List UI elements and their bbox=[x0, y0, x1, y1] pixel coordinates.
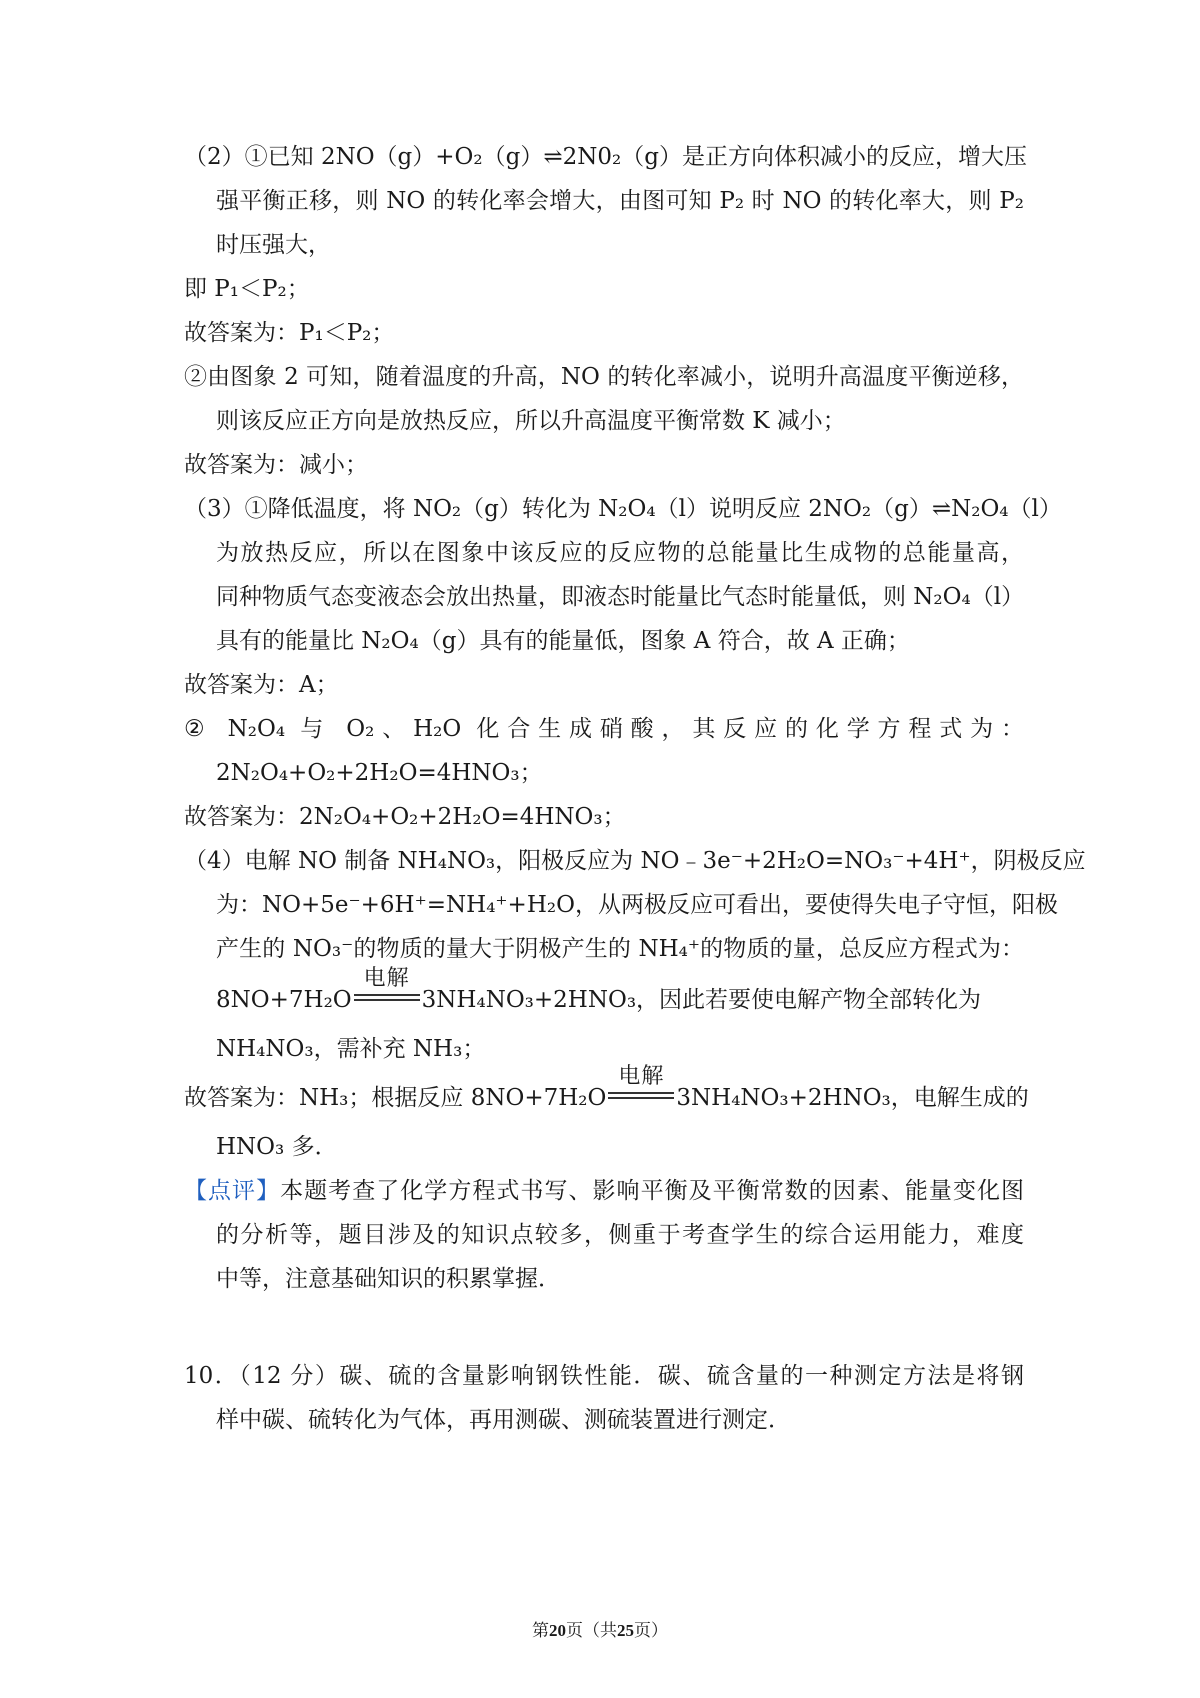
text-line: 中等，注意基础知识的积累掌握． bbox=[216, 1266, 561, 1292]
text-line: ② N₂O₄ 与 O₂、H₂O 化合生成硝酸，其反应的化学方程式为： bbox=[184, 716, 1024, 742]
text-line: 即 P₁＜P₂； bbox=[184, 276, 310, 302]
text-line: 则该反应正方向是放热反应，所以升高温度平衡常数 K 减小； bbox=[216, 408, 846, 434]
footer-suffix: 页） bbox=[634, 1621, 668, 1641]
comment-line bbox=[184, 1175, 1024, 1207]
comment-label: 【点评】 bbox=[184, 1178, 281, 1204]
text-line: 产生的 NO₃⁻的物质的量大于阴极产生的 NH₄⁺的物质的量，总反应方程式为： bbox=[216, 936, 1024, 962]
text-line: 同种物质气态变液态会放出热量，即液态时能量比气态时能量低，则 N₂O₄（l） bbox=[216, 584, 1025, 610]
footer-page-number: 20 bbox=[549, 1621, 566, 1640]
text-line: NH₄NO₃，需补充 NH₃； bbox=[216, 1036, 486, 1062]
text-line: （3）①降低温度，将 NO₂（g）转化为 N₂O₄（l）说明反应 2NO₂（g）⇌N₂O₄（l） bbox=[184, 496, 1062, 522]
answer-prefix: 故答案为：NH₃；根据反应 8NO+7H₂O bbox=[184, 1085, 607, 1111]
footer-mid: 页（共 bbox=[566, 1621, 617, 1641]
arrow-condition-label: 电解 bbox=[618, 1064, 665, 1089]
footer-total-pages: 25 bbox=[617, 1621, 634, 1640]
text-line: 故答案为：减小； bbox=[184, 452, 368, 478]
text-line: 为：NO+5e⁻+6H⁺=NH₄⁺+H₂O，从两极反应可看出，要使得失电子守恒，阳极 bbox=[216, 892, 1058, 918]
text-line: 故答案为：A； bbox=[184, 672, 339, 698]
text-line: 故答案为：P₁＜P₂； bbox=[184, 320, 395, 346]
text-line: 的分析等，题目涉及的知识点较多，侧重于考查学生的综合运用能力，难度 bbox=[216, 1222, 1024, 1248]
equation-reactants: 8NO+7H₂O bbox=[216, 987, 352, 1013]
arrow-condition-label: 电解 bbox=[363, 966, 410, 991]
text-line: （2）①已知 2NO（g）+O₂（g）⇌2N0₂（g）是正方向体积减小的反应，增大压 bbox=[184, 144, 1027, 170]
equation-line bbox=[216, 966, 982, 1016]
answer-suffix: 3NH₄NO₃+2HNO₃，电解生成的 bbox=[676, 1085, 1029, 1111]
electrolysis-arrow bbox=[354, 966, 420, 1005]
text-line: 强平衡正移，则 NO 的转化率会增大，由图可知 P₂ 时 NO 的转化率大，则 P₂ bbox=[216, 188, 1024, 214]
text-line: 故答案为：2N₂O₄+O₂+2H₂O=4HNO₃； bbox=[184, 804, 626, 830]
text-line: 样中碳、硫转化为气体，再用测碳、测硫装置进行测定． bbox=[216, 1407, 791, 1433]
page-footer bbox=[0, 1620, 1200, 1642]
question-heading: 10．（12 分）碳、硫的含量影响钢铁性能．碳、硫含量的一种测定方法是将钢 bbox=[184, 1363, 1024, 1389]
equation-line bbox=[184, 1064, 1029, 1114]
text-line: ②由图象 2 可知，随着温度的升高，NO 的转化率减小，说明升高温度平衡逆移， bbox=[184, 364, 1024, 390]
text-line: 具有的能量比 N₂O₄（g）具有的能量低，图象 A 符合，故 A 正确； bbox=[216, 628, 910, 654]
text-line: 为放热反应，所以在图象中该反应的反应物的总能量比生成物的总能量高， bbox=[216, 540, 1024, 566]
footer-prefix: 第 bbox=[532, 1621, 549, 1641]
equation-products: 3NH₄NO₃+2HNO₃，因此若要使电解产物全部转化为 bbox=[421, 987, 982, 1013]
text-line: 时压强大， bbox=[216, 232, 331, 258]
text-line: （4）电解 NO 制备 NH₄NO₃，阳极反应为 NO﹣3e⁻+2H₂O=NO₃⁻+4H⁺，阴极反应 bbox=[184, 848, 1086, 874]
comment-text: 本题考查了化学方程式书写、影响平衡及平衡常数的因素、能量变化图 bbox=[280, 1178, 1025, 1204]
text-line: 2N₂O₄+O₂+2H₂O=4HNO₃； bbox=[216, 760, 543, 786]
electrolysis-arrow bbox=[608, 1064, 674, 1103]
text-line: HNO₃ 多． bbox=[216, 1134, 338, 1160]
